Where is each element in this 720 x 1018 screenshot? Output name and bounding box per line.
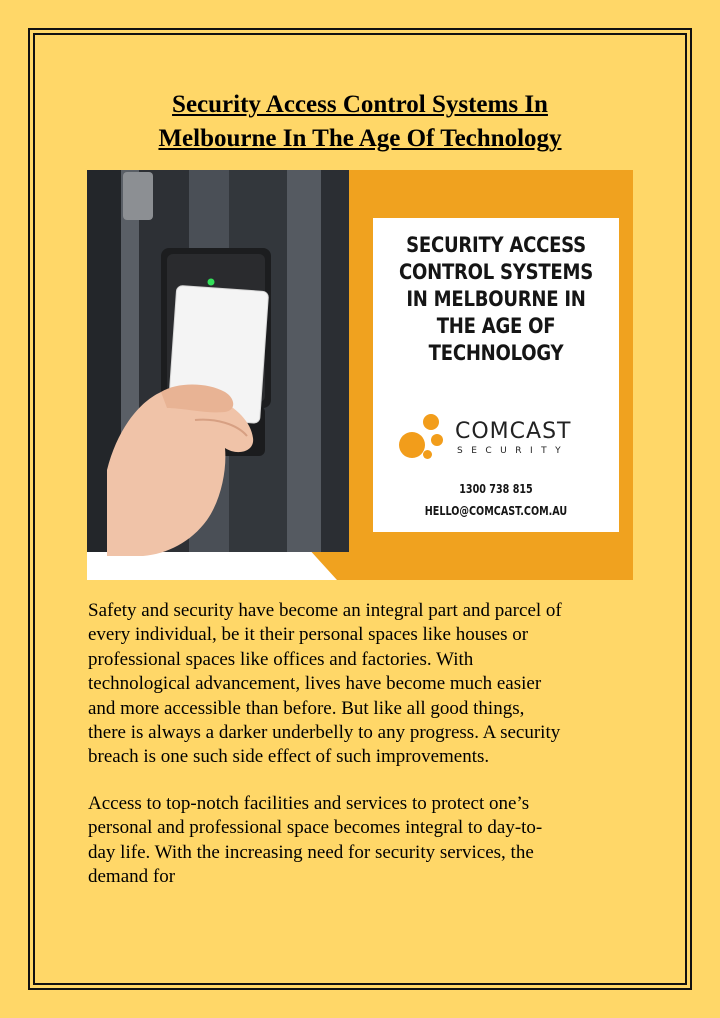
email-address: HELLO@COMCAST.COM.AU (424, 504, 568, 518)
paragraph-1-line: every individual, be it their personal spaces like houses or (88, 624, 529, 646)
promo-card (373, 218, 619, 532)
phone-number: 1300 738 815 (459, 482, 533, 496)
promo-heading-line-3: IN MELBOURNE IN (406, 287, 586, 311)
paragraph-1-line: and more accessible than before. But like all good things, (88, 697, 525, 719)
paragraph-1-line: breach is one such side effect of such improvements. (88, 746, 490, 768)
promo-heading-line-2: CONTROL SYSTEMS (399, 260, 593, 284)
brand-tagline: SECURITY (457, 446, 570, 456)
paragraph-1-line: there is always a darker underbelly to any progress. A security (88, 722, 561, 744)
paragraph-1 (88, 599, 648, 770)
page-title (60, 88, 660, 156)
paragraph-2-line: Access to top-notch facilities and services to protect one’s (88, 793, 530, 814)
title-line-1: Security Access Control Systems In (172, 91, 548, 118)
promo-heading-line-4: THE AGE OF (436, 314, 556, 338)
paragraph-1-line: technological advancement, lives have become much easier (88, 673, 542, 695)
paragraph-1-line: Safety and security have become an integral part and parcel of (88, 600, 562, 621)
promo-heading-line-1: SECURITY ACCESS (406, 233, 586, 257)
comcast-security-logo (399, 414, 599, 464)
paragraph-2-line: day life. With the increasing need for security services, the (88, 841, 534, 863)
hero-banner-image (87, 170, 633, 580)
paragraph-2 (88, 792, 648, 890)
paragraph-1-line: professional spaces like offices and factories. With (88, 648, 474, 670)
paragraph-2-line: demand for (88, 866, 176, 888)
promo-heading-line-5: TECHNOLOGY (428, 341, 564, 365)
promo-heading (390, 232, 602, 367)
title-line-2: Melbourne In The Age Of Technology (158, 125, 562, 152)
logo-dots-icon (399, 414, 451, 464)
brand-name: COMCAST (455, 419, 572, 444)
paragraph-2-line: personal and professional space becomes integral to day-to- (88, 817, 543, 839)
